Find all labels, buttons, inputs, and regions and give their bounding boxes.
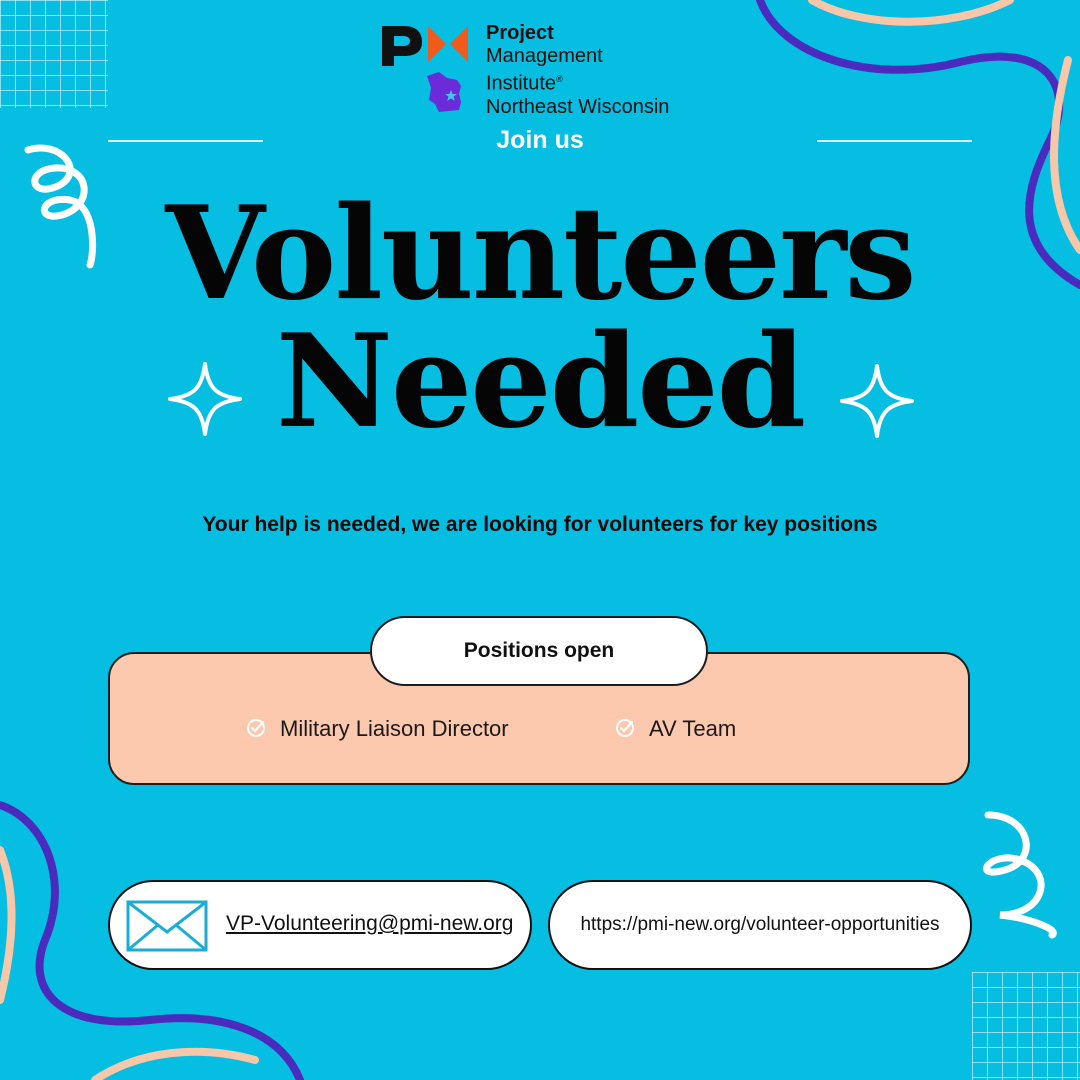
grid-pattern-top-left [0, 0, 108, 108]
sparkle-icon [166, 360, 244, 438]
position-item [615, 716, 736, 742]
check-circle-icon [615, 718, 635, 738]
pmi-logo-wordmark [486, 22, 669, 119]
headline-line-1: Volunteers [165, 179, 915, 329]
logo-line-institute: Institute® [486, 72, 563, 95]
website-link[interactable]: https://pmi-new.org/volunteer-opportunities [580, 914, 940, 935]
logo-line-management: Management [486, 45, 603, 67]
pmi-logo [380, 22, 720, 118]
kicker-join-us: Join us [496, 126, 584, 154]
logo-line-chapter: Northeast Wisconsin [486, 95, 670, 118]
position-label: Military Liaison Director [280, 716, 509, 741]
logo-line-project: Project [486, 22, 554, 44]
headline-line-2: Needed [275, 307, 805, 457]
headline [0, 179, 1080, 457]
website-pill [548, 880, 972, 970]
email-pill [108, 880, 532, 970]
grid-pattern-bottom-right [972, 972, 1080, 1080]
check-circle-icon [246, 718, 266, 738]
subtitle: Your help is needed, we are looking for volunteers for key positions [202, 513, 878, 536]
envelope-icon [126, 900, 208, 952]
position-item [246, 716, 509, 742]
position-label: AV Team [649, 716, 737, 741]
email-link[interactable]: VP-Volunteering@pmi-new.org [226, 912, 514, 935]
wisconsin-map-icon [425, 70, 465, 114]
sparkle-icon [838, 362, 916, 440]
pmi-logo-mark [380, 22, 472, 68]
positions-heading: Positions open [370, 616, 708, 686]
